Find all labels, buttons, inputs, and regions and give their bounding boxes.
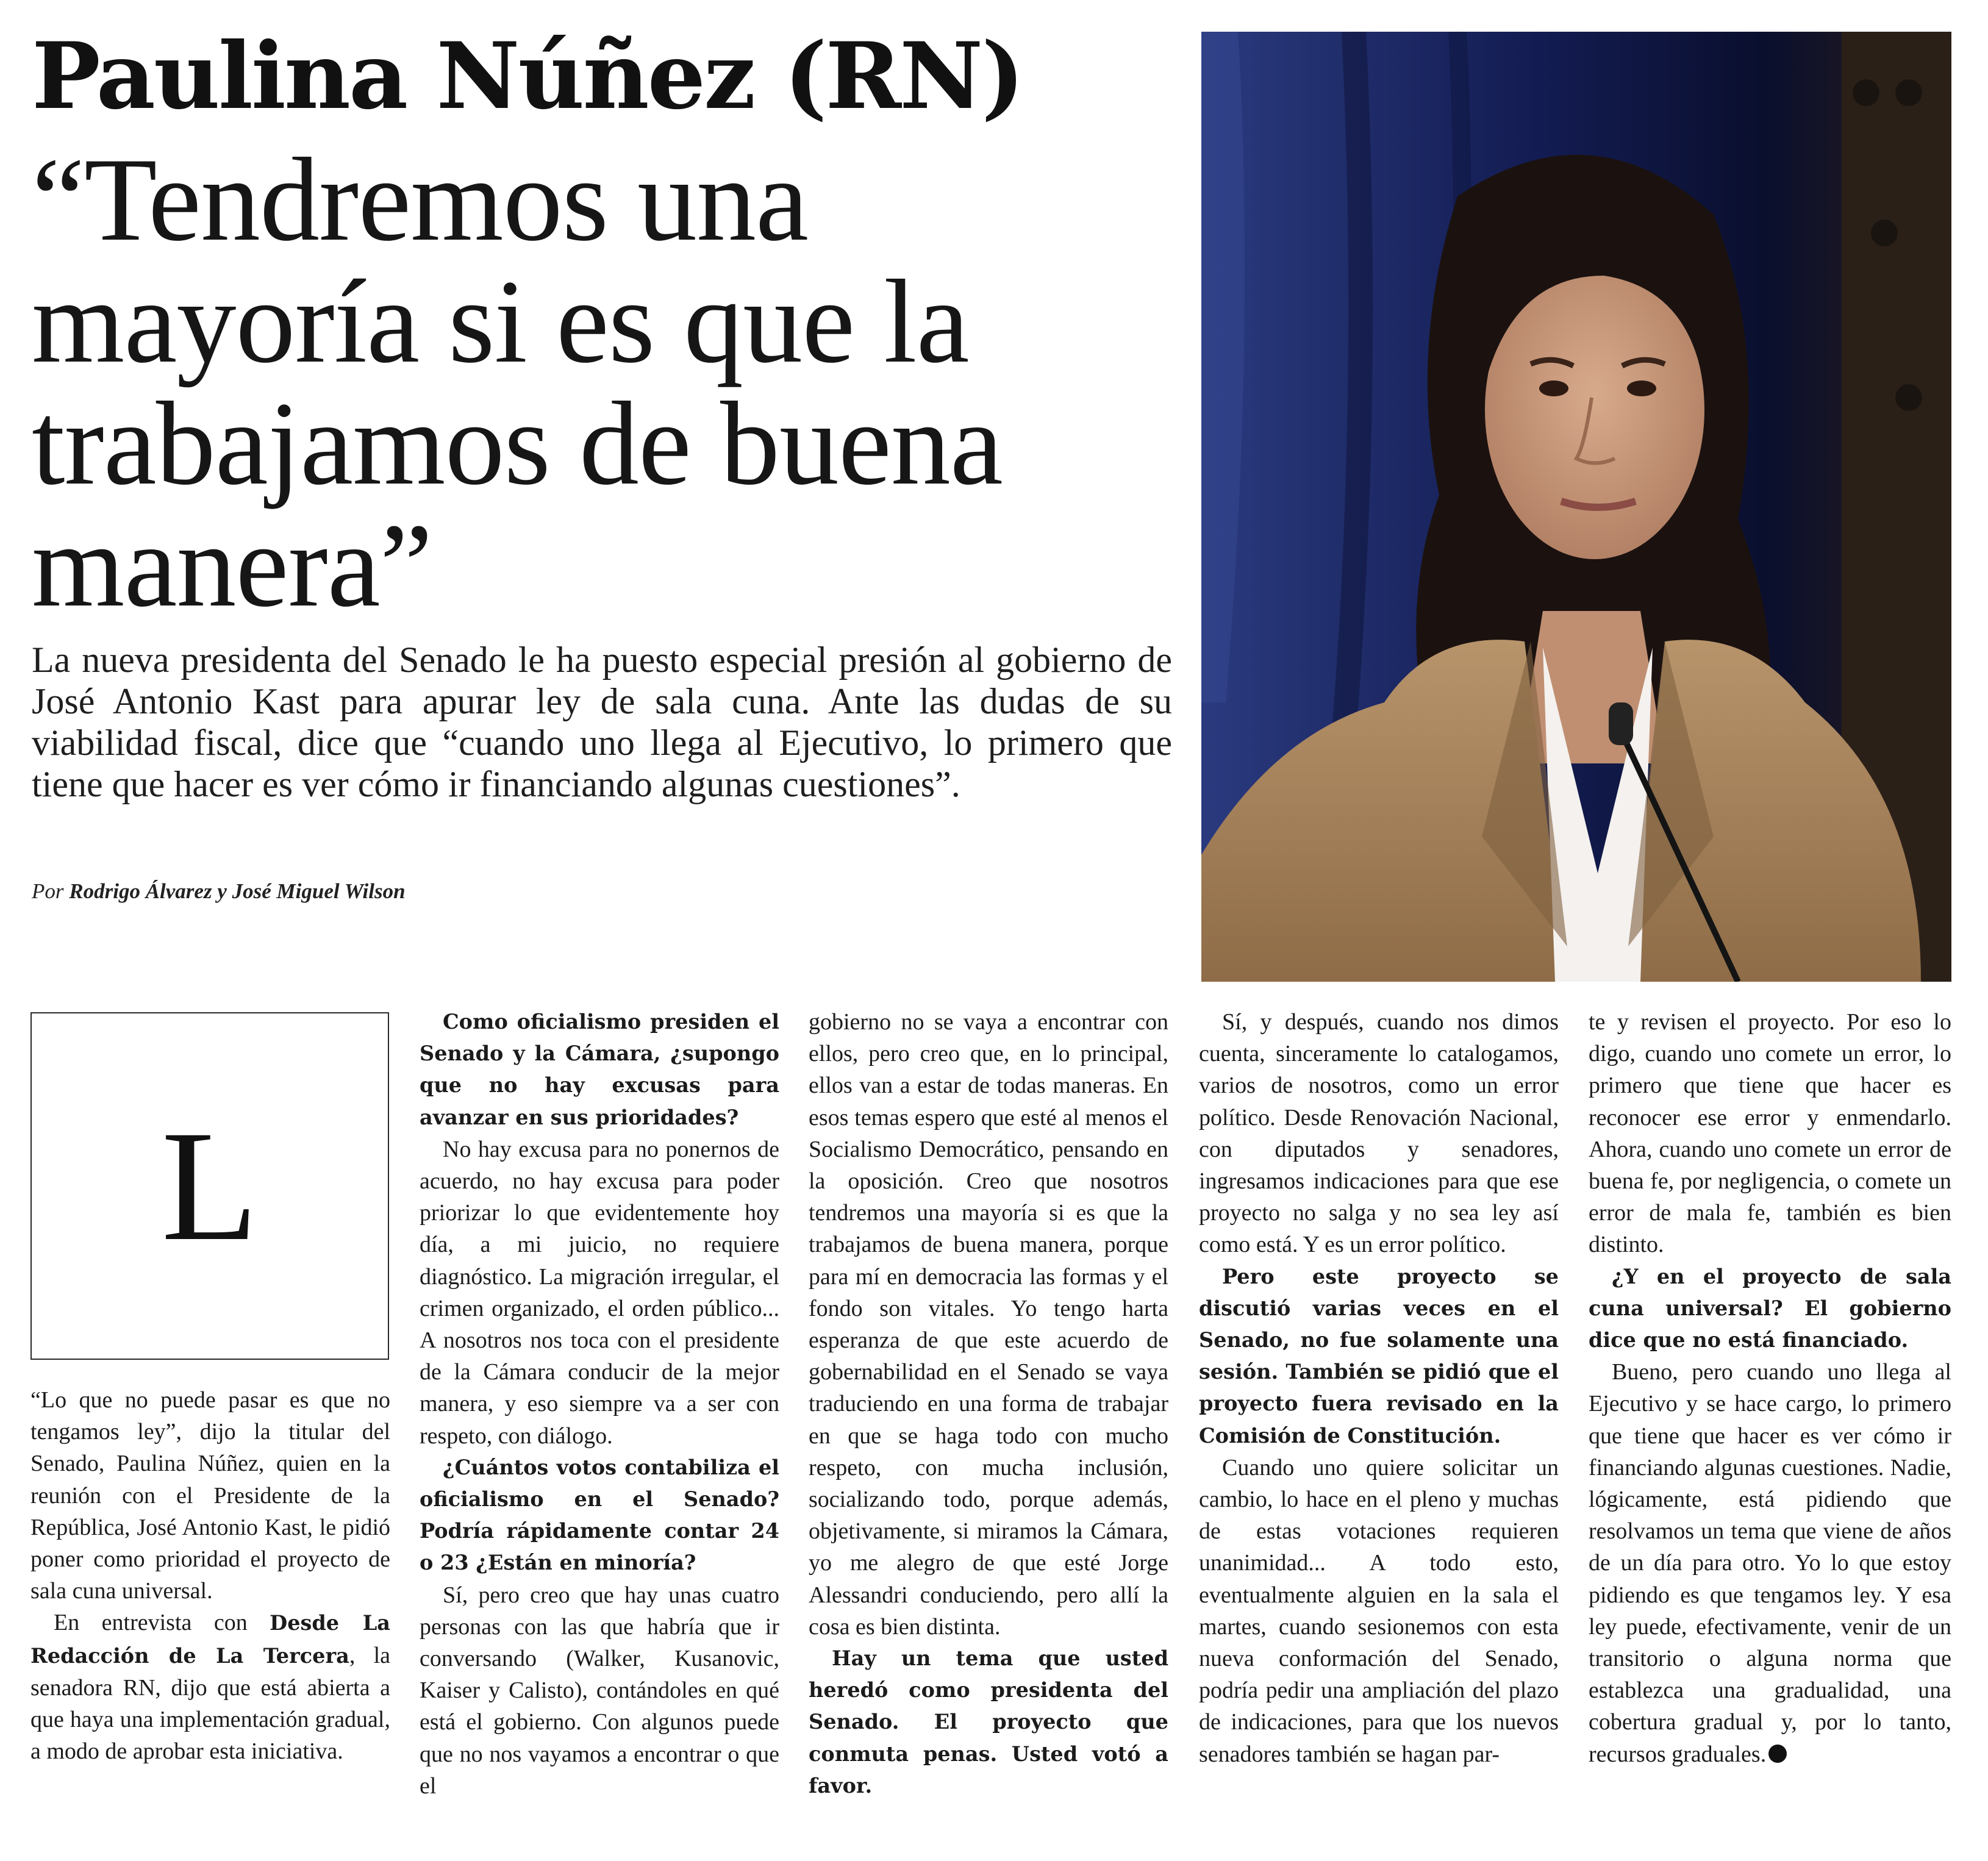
end-mark-icon <box>1768 1745 1787 1763</box>
article-column-5 <box>1589 1006 1951 1770</box>
interview-question: ¿Cuántos votos contabiliza el oficialismo en el Senado? Podría rápidamente contar 24 o 23 ¿Están en minoría? <box>420 1455 779 1575</box>
interview-answer: Sí, pero creo que hay unas cuatro personas con las que habría que ir conversando (Walker, Kusanovic, Kaiser y Calisto), contándoles en qué está el gobierno. Con algunos puede que no nos vayamos a encontrar o que el <box>420 1582 779 1799</box>
interview-question: Hay un tema que usted heredó como presidenta del Senado. El proyecto que conmuta penas. Usted votó a favor. <box>809 1646 1168 1798</box>
headline-quote <box>32 134 1190 632</box>
interview-question: Como oficialismo presiden el Senado y la Cámara, ¿supongo que no hay excusas para avanzar en sus prioridades? <box>420 1010 779 1129</box>
text-run: Bueno, pero cuando uno llega al Ejecutivo y se hace cargo, lo primero que tiene que hacer es ver cómo ir financiando algunas cuestiones. Nadie, lógicamente, está pidiendo que resolvamos un tema que viene de años de un día para otro. Yo lo que estoy pidiendo es que tengamos ley. Y esa ley puede, efectivamente, venir de un transitorio o alguna norma que establezca una gradualidad, una cobertura gradual y, por lo tanto, recursos graduales. <box>1589 1359 1951 1767</box>
article-column-4 <box>1199 1006 1559 1770</box>
article-column-1 <box>30 1384 390 1767</box>
byline <box>32 878 1129 905</box>
portrait-illustration <box>1201 32 1951 982</box>
text-run: En entrevista con <box>54 1610 270 1636</box>
article-column-2 <box>420 1006 779 1802</box>
dropcap-letter: L <box>161 1098 259 1274</box>
quote-line: mayoría si es que la <box>32 255 969 388</box>
byline-prefix: Por <box>32 879 64 903</box>
quote-line: manera” <box>32 499 432 632</box>
byline-authors: Rodrigo Álvarez y José Miguel Wilson <box>69 879 406 903</box>
program-name: Desde La Redacción de La Tercera <box>30 1611 390 1668</box>
article-column-3 <box>809 1006 1168 1802</box>
interview-question: ¿Y en el proyecto de sala cuna universal? El gobierno dice que no está financiado. <box>1589 1264 1951 1352</box>
dropcap-box <box>30 1012 389 1360</box>
portrait-photo <box>1201 32 1951 982</box>
interview-answer <box>1589 1356 1951 1770</box>
headline: Paulina Núñez (RN) <box>32 23 1023 130</box>
interview-answer: gobierno no se vaya a encontrar con ellos, pero creo que, en lo principal, ellos van a estar de todas maneras. En esos temas espero que esté al menos el Socialismo Democrático, pensando en la oposición. Creo que nosotros tendremos una mayoría si es que la trabajamos de buena manera, porque para mí en democracia las formas y el fondo son vitales. Yo tengo harta esperanza de que este acuerdo de gobernabilidad en el Senado se vaya traduciendo en una forma de trabajar en que se haga todo con mucho respeto, con mucha inclusión, socializando todo, porque además, objetivamente, si miramos la Cámara, yo me alegro de que esté Jorge Alessandri conduciendo, pero allí la cosa es bien distinta. <box>809 1009 1168 1640</box>
quote-line: trabajamos de buena <box>32 377 1003 510</box>
text-run: , la senadora RN, dijo que está abierta a que haya una implementación gradual, a modo de aprobar esta iniciativa. <box>30 1642 390 1765</box>
interview-answer: No hay excusa para no ponernos de acuerdo, no hay excusa para poder priorizar lo que evidentemente hoy día, a mi juicio, no requiere diagnóstico. La migración irregular, el crimen organizado, el orden público... A nosotros nos toca con el presidente de la Cámara conducir de la mejor manera, y eso siempre va a ser con respeto, con diálogo. <box>420 1136 779 1449</box>
interview-answer: Cuando uno quiere solicitar un cambio, lo hace en el pleno y muchas de estas votaciones requieren unanimidad... A todo esto, eventualmente alguien en la sala el martes, cuando sesionemos con esta nueva conformación del Senado, podría pedir una ampliación del plazo de indicaciones, para que los nuevos senadores también se hagan par- <box>1199 1454 1559 1767</box>
quote-line: “Tendremos una <box>32 134 809 266</box>
interview-answer: te y revisen el proyecto. Por eso lo digo, cuando uno comete un error, lo primero que tiene que hacer es reconocer ese error y enmendarlo. Ahora, cuando uno comete un error de buena fe, por negligencia, o comete un error de mala fe, también es bien distinto. <box>1589 1009 1951 1258</box>
paragraph <box>30 1607 390 1767</box>
interview-question: Pero este proyecto se discutió varias veces en el Senado, no fue solamente una sesión. También se pidió que el proyecto fuera revisado en la Comisión de Constitución. <box>1199 1264 1559 1448</box>
article-dek: La nueva presidenta del Senado le ha puesto especial presión al gobierno de José Antonio Kast para apurar ley de sala cuna. Ante las dudas de su viabilidad fiscal, dice que “cuando uno llega al Ejecutivo, lo primero que tiene que hacer es ver cómo ir financiando algunas cuestiones”. <box>32 640 1172 804</box>
paragraph: “Lo que no puede pasar es que no tengamos ley”, dijo la titular del Senado, Paulina Núñez, quien en la reunión con el Presidente de la República, José Antonio Kast, le pidió poner como prioridad el proyecto de sala cuna universal. <box>30 1387 390 1604</box>
interview-answer: Sí, y después, cuando nos dimos cuenta, sinceramente lo catalogamos, varios de nosotros, como un error político. Desde Renovación Nacional, con diputados y senadores, ingresamos indicaciones para que ese proyecto no salga y no sea ley así como está. Y es un error político. <box>1199 1009 1559 1258</box>
